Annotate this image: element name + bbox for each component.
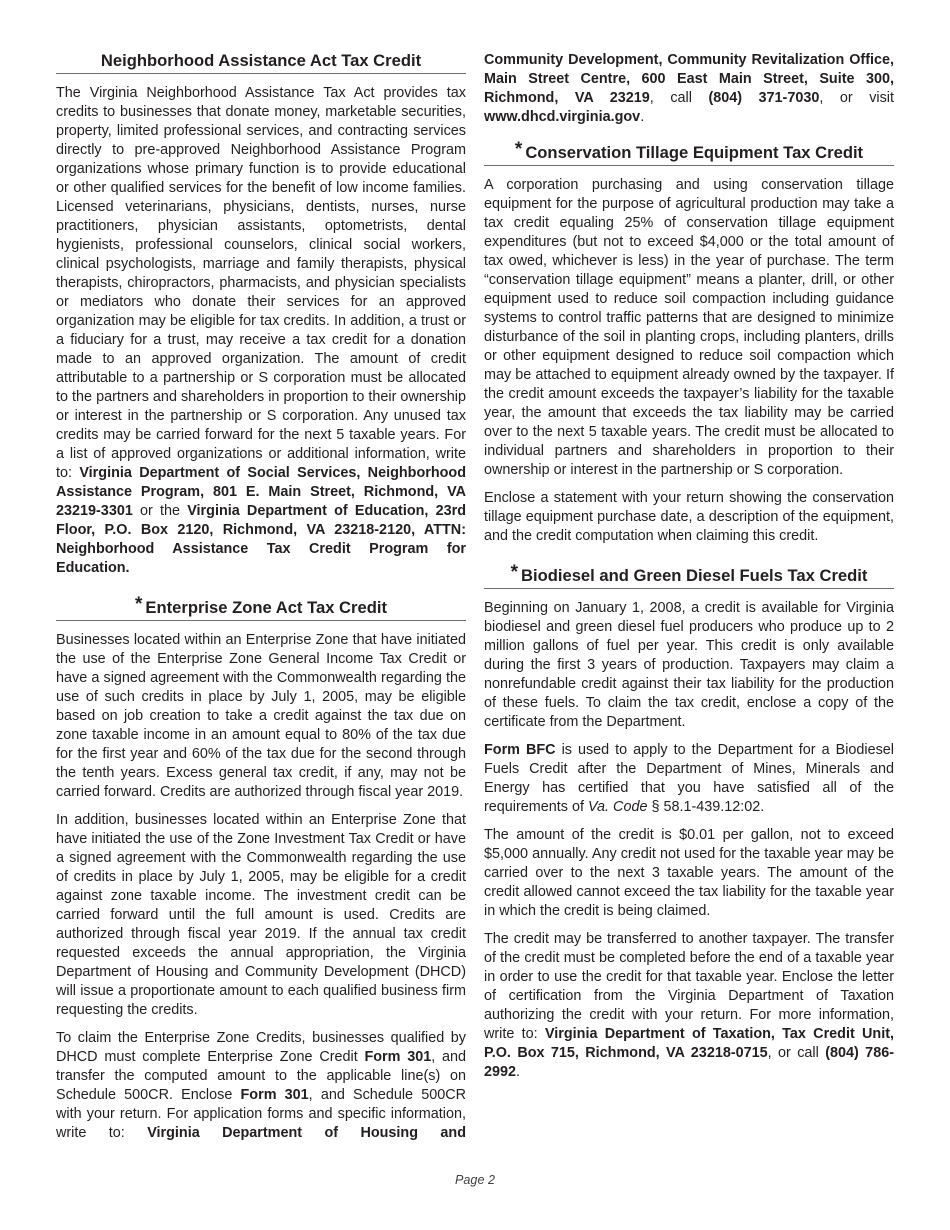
- asterisk-marker: *: [510, 562, 518, 583]
- address-dhcd: Virginia Department of Housing and: [147, 1125, 466, 1141]
- paragraph: The Virginia Neighborhood Assistance Tax Act provides tax credits to businesses that donate money, marketable securities, property, limited professional services, and contracting services directly to pre-approved Neighborhood Assistance Program organizations whose primary function is to provide educational or other qualified services for the benefit of low income families. Licensed veterinarians, physicians, dentists, nurses, nurse practitioners, physician assistants, optometrists, dental hygienists, professional counselors, clinical social workers, clinical psychologists, marriage and family therapists, physical therapists, chiropractors, pharmacists, and physician specialists or mediators who donate their services for an approved organization may be eligible for tax credits. In addition, a trust or a fiduciary for a trust, may receive a tax credit for a donation made to an approved organization. The amount of credit attributable to a partnership or S corporation must be allocated to the partners and shareholders in proportion to their ownership or interest in the partnership or S corporation. Any unused tax credits may be carried forward for the next 5 taxable years. For a list of approved organizations or additional information, write to: Virginia Department of Social Services, Neighborhood Assistance Program, 801 E. Main Street, Richmond, VA 23219-3301 or the Virginia Department of Education, 23rd Floor, P.O. Box 2120, Richmond, VA 23218-2120, ATTN: Neighborhood Assistance Tax Credit Program for Education.: [56, 85, 467, 576]
- section-title: Conservation Tillage Equipment Tax Credit: [525, 143, 864, 162]
- section-title: Neighborhood Assistance Act Tax Credit: [100, 51, 422, 70]
- phone-number: (804) 371-7030: [708, 90, 820, 106]
- asterisk-marker: *: [514, 139, 523, 160]
- paragraph: The credit may be transferred to another taxpayer. The transfer of the credit must be completed before the end of a taxable year in order to use the credit for that taxable year. Enclose the letter of certification from the Virginia Department of Taxation authorizing the credit with your return. For more information, write to: Virginia Department of Taxation, Tax Credit Unit, P.O. Box 715, Richmond, VA 23218-0715, or call (804) 786-2992.: [484, 931, 894, 1080]
- section-title: Biodiesel and Green Diesel Fuels Tax Credit: [520, 566, 868, 585]
- paragraph: Businesses located within an Enterprise Zone that have initiated the use of the Enterprise Zone General Income Tax Credit or have a signed agreement with the Commonwealth regarding the use of such credits in place by July 1, 2005, may be eligible based on job creation to take a credit against the tax due on zone taxable income in an amount equal to 80% of the tax due for the first year and 60% of the tax due for the second through the tenth years. Excess general tax credit, if any, may not be carried forward. Credits are authorized through fiscal year 2019.: [56, 632, 466, 800]
- paragraph: Form BFC is used to apply to the Department for a Biodiesel Fuels Credit after the Department of Mines, Minerals and Energy has certified that you have satisfied all of the requirements of Va. Code § 58.1-439.12:02.: [484, 742, 894, 815]
- paragraph: Enclose a statement with your return showing the conservation tillage equipment purchase date, a description of the equipment, and the credit computation when claiming this credit.: [484, 490, 894, 544]
- section-conservation-tillage: [484, 139, 894, 546]
- section-heading-enterprise-zone: [56, 594, 466, 621]
- right-column: [484, 50, 894, 1082]
- section-title: Enterprise Zone Act Tax Credit: [145, 598, 387, 617]
- phone-number: (804) 786-2992: [484, 1045, 894, 1080]
- address-vdss: Virginia Department of Social Services, Neighborhood Assistance Program, 801 E. Main Street, Richmond, VA 23219-3301: [56, 465, 466, 519]
- page-number: Page 2: [455, 1173, 495, 1187]
- section-heading-biodiesel: [484, 562, 894, 589]
- section-heading-neighborhood-assistance: [56, 50, 466, 74]
- website-link[interactable]: www.dhcd.virginia.gov: [484, 109, 641, 125]
- form-reference: Form BFC: [484, 742, 556, 758]
- address-taxation: Virginia Department of Taxation, Tax Credit Unit, P.O. Box 715, Richmond, VA 23218-0715: [484, 1026, 894, 1061]
- paragraph: In addition, businesses located within an Enterprise Zone that have initiated the use of the Zone Investment Tax Credit or have a signed agreement with the Commonwealth regarding the use of credits in place by July 1, 2005, may be eligible for a credit against zone taxable income. The investment credit can be carried forward until the full amount is used. Credits are authorized through fiscal year 2019. If the annual tax credit requested exceeds the annual appropriation, the Virginia Department of Housing and Community Development (DHCD) will issue a proportionate amount to each qualified business firm requesting the credits.: [56, 812, 466, 1018]
- form-reference: Form 301: [240, 1087, 309, 1103]
- paragraph: The amount of the credit is $0.01 per gallon, not to exceed $5,000 annually. Any credit not used for the taxable year may be carried over to the next 3 taxable years. The amount of the credit allowed cannot exceed the tax liability for the taxable year in which the credit is being claimed.: [484, 827, 894, 919]
- paragraph: Community Development, Community Revitalization Office, Main Street Centre, 600 East Main Street, Suite 300, Richmond, VA 23219, call (804) 371-7030, or visit www.dhcd.virginia.gov.: [484, 52, 894, 125]
- form-reference: Form 301: [364, 1049, 432, 1065]
- section-neighborhood-assistance: [56, 50, 466, 578]
- paragraph: To claim the Enterprise Zone Credits, businesses qualified by DHCD must complete Enterprise Zone Credit Form 301, and transfer the computed amount to the applicable line(s) on Schedule 500CR. Enclose Form 301, and Schedule 500CR with your return. For application forms and specific information, write to: Virginia Department of Housing and: [56, 1030, 466, 1141]
- section-heading-conservation-tillage: [484, 139, 894, 166]
- section-enterprise-zone-continued: [484, 51, 894, 127]
- paragraph: Beginning on January 1, 2008, a credit is available for Virginia biodiesel and green diesel fuel producers who produce up to 2 million gallons of fuel per year. This credit is only available during the first 3 years of production. Taxpayers may claim a nonrefundable credit against their tax liability for the production of these fuels. To claim the tax credit, enclose a copy of the certificate from the Department.: [484, 600, 894, 730]
- code-citation: Va. Code: [587, 799, 648, 815]
- section-enterprise-zone: [56, 594, 466, 1143]
- address-dhcd: Community Development, Community Revitalization Office, Main Street Centre, 600 East Main Street, Suite 300, Richmond, VA 23219: [484, 52, 894, 106]
- section-biodiesel: [484, 562, 894, 1082]
- left-column: [56, 50, 466, 1143]
- address-vdoe: Virginia Department of Education, 23rd Floor, P.O. Box 2120, Richmond, VA 23218-2120, ATTN: Neighborhood Assistance Tax Credit Program for Education.: [56, 503, 467, 576]
- paragraph: A corporation purchasing and using conservation tillage equipment for the purpose of agricultural production may take a tax credit equaling 25% of conservation tillage equipment expenditures (but not to exceed $4,000 or the total amount of tax owed, whichever is less) in the year of purchase. The term “conservation tillage equipment” means a planter, drill, or other equipment used to reduce soil compaction including guidance systems to control traffic patterns that are designed to minimize disturbance of the soil in planting crops, including planters, drills or other equipment designed to reduce soil compaction which may be attached to equipment already owned by the taxpayer. If the credit amount exceeds the taxpayer’s liability for the taxable year, the amount that exceeds the tax liability may be carried over to the next 5 taxable years. The credit must be allocated to individual partners and shareholders in proportion to their ownership or interest in the partnership or S corporation.: [484, 177, 894, 478]
- asterisk-marker: *: [135, 594, 143, 615]
